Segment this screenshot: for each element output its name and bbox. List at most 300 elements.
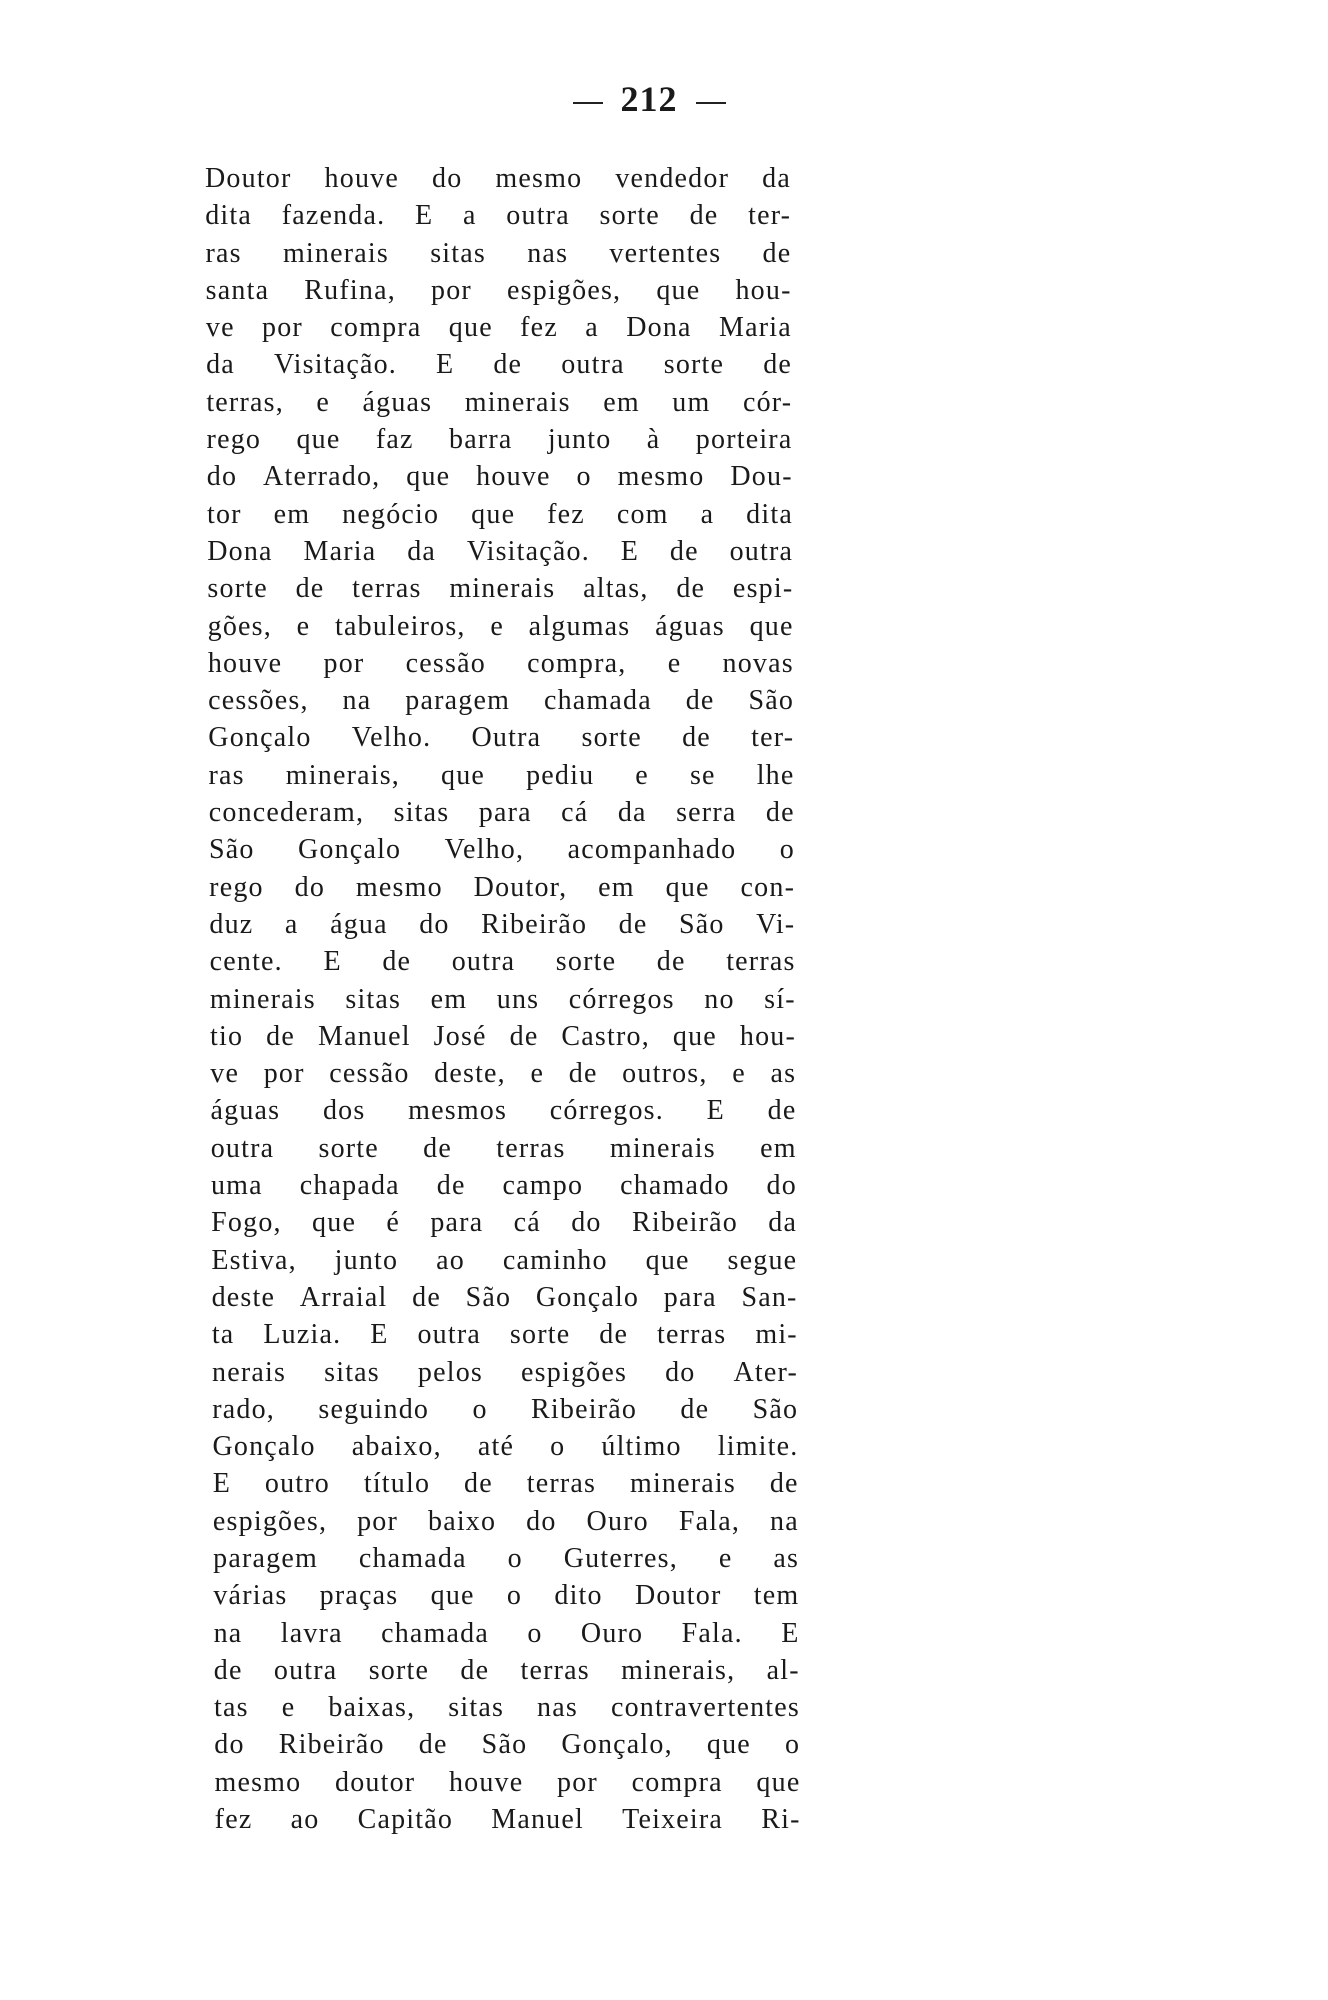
word: houve [324,163,399,194]
text-line [212,1428,798,1465]
word: Fogo, [211,1207,282,1239]
word: que [448,312,493,344]
word: do [206,461,238,493]
word: junto [334,1244,399,1276]
word: dita [746,498,793,530]
word: por [357,1505,399,1537]
word: de [412,1281,441,1313]
word: São [481,1729,528,1761]
word: de [685,685,715,717]
word: em [430,983,468,1015]
word: compra [330,312,422,344]
word: terras [526,1468,597,1500]
word: concederam, [208,797,365,829]
word: limite. [717,1431,799,1463]
word: chamado [620,1170,730,1202]
word: que [312,1207,357,1239]
word: Velho, [444,834,525,866]
text-line [215,1801,801,1838]
word: Rufina, [304,274,396,306]
word: acompanhado [567,834,737,866]
word: Manuel [491,1804,584,1836]
word: o [507,1542,523,1574]
word: fazenda. [281,200,386,232]
word: cessão [329,1058,410,1090]
text-line [211,1130,797,1167]
word: Dona [207,535,273,567]
word: que [296,424,341,456]
word: Ribeirão [631,1207,738,1239]
word: Ouro [586,1505,649,1537]
word: de [213,1654,243,1686]
word: houve [476,461,551,493]
word: tabuleiros, [335,610,466,642]
word: ta [211,1319,235,1351]
word: Arraial [299,1281,388,1313]
word: até [477,1431,515,1463]
word: que [441,759,486,791]
word: E [620,535,640,567]
word: de [669,535,699,567]
word: que [672,1020,717,1052]
word: al- [766,1654,800,1686]
word: de [689,200,719,232]
word: rego [206,424,262,456]
word: terras [726,946,796,978]
word: lavra [280,1617,343,1649]
word: do [766,1170,797,1202]
word: de [676,573,706,605]
dash-left [573,102,603,104]
word: de [769,1468,799,1500]
word: E [706,1095,725,1127]
word: minerais [209,983,316,1015]
word: mesmo [495,163,583,194]
word: faz [375,424,414,456]
word: de [762,237,792,269]
word: vertentes [609,237,722,269]
word: ao [290,1804,320,1836]
word: o [779,834,795,866]
word: E [212,1468,232,1500]
word: e [316,386,331,418]
word: na [213,1617,243,1649]
word: Gonçalo [212,1431,316,1463]
text-line [207,496,793,533]
word: mesmo [214,1766,302,1798]
word: água [330,908,388,940]
text-line [207,458,793,495]
word: chapada [299,1170,400,1202]
word: outro [264,1468,330,1500]
text-line [209,831,795,868]
text-line [209,757,795,794]
word: uns [496,983,540,1015]
word: minerais [449,573,556,605]
page-number: 212 [620,79,678,119]
word: minerais, [285,759,401,791]
word: sorte [599,200,660,232]
word: de [568,1058,598,1090]
word: sitas [430,237,486,269]
text-line [207,421,793,458]
word: E [781,1617,800,1649]
word: do [294,871,326,903]
word: baixas, [328,1692,416,1724]
text-line [209,794,795,831]
word: o [527,1617,543,1649]
word: por [262,312,303,344]
text-line [205,235,791,272]
word: Vi- [756,908,796,940]
text-line [205,160,791,197]
text-line [209,869,795,906]
word: outros, [622,1058,708,1090]
word: o [506,1580,523,1612]
word: águas [362,386,433,418]
word: Doutor, [473,871,568,903]
word: sitas [324,1356,380,1388]
word: do [526,1505,557,1537]
body-text [205,160,801,1838]
word: sorte [555,946,617,978]
word: E [436,349,455,381]
word: chamada [381,1617,489,1649]
text-line [212,1391,798,1428]
word: sorte [318,1132,379,1164]
text-line [208,645,794,682]
word: sorte [663,349,725,381]
word: à [646,424,661,456]
word: as [773,1542,800,1574]
word: campo [502,1170,584,1202]
word: outra [561,349,625,381]
word: serra [676,797,737,829]
word: águas [655,610,725,642]
word: para [478,797,532,829]
word: tio [210,1020,244,1052]
word: con- [740,871,796,903]
text-line [208,682,794,719]
word: E [370,1319,389,1351]
word: deste, [434,1058,506,1090]
word: a [700,498,715,530]
text-line [211,1204,797,1241]
word: em [760,1132,797,1164]
word: se [689,759,716,791]
word: para [663,1281,717,1313]
word: São [748,685,795,717]
word: de [295,573,325,605]
word: do [214,1729,245,1761]
word: a [585,312,599,344]
word: mi- [755,1319,798,1351]
word: o [784,1729,801,1761]
word: que [756,1766,801,1798]
word: por [323,647,365,679]
word: algumas [528,610,631,642]
word: de [382,946,412,978]
word: deste [211,1281,276,1313]
word: Ribeirão [278,1729,385,1761]
word: na [770,1505,799,1537]
word: terras, [206,386,284,418]
word: Luzia. [263,1319,342,1351]
word: que [706,1729,751,1761]
word: que [665,871,710,903]
text-line [214,1652,800,1689]
word: sitas [448,1692,505,1724]
word: para [430,1207,484,1239]
word: por [263,1058,305,1090]
word: córregos [568,983,675,1015]
word: sorte [509,1319,571,1351]
word: título [363,1468,431,1500]
word: espi- [732,573,794,605]
word: de [266,1020,296,1052]
word: junto [547,424,612,456]
text-line [210,1055,796,1092]
word: do [571,1207,602,1239]
word: córregos. [549,1095,664,1127]
word: São [208,834,255,866]
word: a [462,200,477,232]
word: cessões, [208,685,309,717]
word: São [752,1393,799,1425]
word: contravertentes [610,1692,800,1724]
text-line [206,346,792,383]
text-line [214,1689,800,1726]
word: que [656,274,701,306]
word: minerais, [621,1654,736,1686]
text-line [213,1465,799,1502]
word: e [296,610,311,642]
word: do [432,163,463,194]
word: José [433,1020,487,1052]
text-line [210,981,796,1018]
word: Visitação. [273,349,398,381]
word: dito [554,1580,603,1612]
word: dos [322,1095,366,1127]
word: E [415,200,434,232]
text-line [211,1167,797,1204]
word: Fala. [681,1617,743,1649]
word: doutor [334,1766,416,1798]
text-line [212,1316,798,1353]
word: o [576,461,592,493]
word: e [635,759,649,791]
word: Ribeirão [531,1393,638,1425]
word: o [472,1393,488,1425]
text-line [211,1092,797,1129]
text-line [212,1354,798,1391]
word: que [406,461,451,493]
word: é [386,1207,401,1239]
word: por [557,1766,598,1798]
word: outra [210,1132,275,1164]
word: outra [506,200,570,232]
text-line [210,1018,796,1055]
word: com [616,498,669,530]
word: várias [213,1580,288,1612]
word: da [762,163,791,194]
word: dita [205,200,253,232]
text-line [208,608,794,645]
word: Guterres, [563,1542,678,1574]
text-line [205,197,791,234]
word: cór- [742,386,793,418]
word: águas [210,1095,281,1127]
word: do [665,1356,696,1388]
word: de [436,1170,466,1202]
word: lhe [756,759,795,791]
word: paragem [405,685,511,717]
word: que [430,1580,475,1612]
word: Estiva, [211,1244,297,1276]
word: sí- [764,983,796,1015]
word: nas [537,1692,578,1724]
word: Maria [719,312,792,344]
word: terras [520,1654,590,1686]
text-line [214,1726,800,1763]
word: cá [561,797,589,829]
word: de [680,1393,710,1425]
word: cessão [405,647,486,679]
text-line [213,1503,799,1540]
word: rego [209,871,264,903]
word: espigões [521,1356,628,1388]
word: tas [214,1692,249,1724]
text-line [213,1540,799,1577]
word: o [550,1431,566,1463]
word: sitas [345,983,402,1015]
word: ve [205,312,235,344]
word: Visitação. [466,535,590,567]
word: hou- [735,274,792,306]
word: minerais [282,237,389,269]
word: ter- [748,200,792,232]
word: barra [448,424,513,456]
word: minerais [629,1468,736,1500]
word: houve [207,647,283,679]
word: de [765,797,795,829]
dash-right [696,102,726,104]
text-line [206,384,792,421]
word: nas [527,237,569,269]
word: mesmo [355,871,443,903]
word: chamada [358,1542,467,1574]
word: que [749,610,794,642]
word: compra [631,1766,723,1798]
word: de [464,1468,493,1500]
word: em [273,498,311,530]
word: e [530,1058,545,1090]
word: negócio [342,498,440,530]
text-line [212,1279,798,1316]
text-line [213,1577,799,1614]
text-line [210,943,796,980]
word: fez [214,1804,253,1836]
word: de [656,946,686,978]
word: por [430,274,472,306]
word: de [767,1095,797,1127]
word: ter- [751,722,795,754]
word: Doutor [634,1580,722,1612]
word: ao [436,1244,465,1276]
word: mesmo [617,461,705,493]
word: e [490,610,504,642]
word: a [284,908,299,940]
word: ve [210,1058,240,1090]
word: compra, [527,647,627,679]
word: outra [729,535,794,567]
word: São [678,908,725,940]
word: Ribeirão [481,908,588,940]
text-line [211,1242,797,1279]
word: espigões, [507,274,622,306]
word: Ater- [733,1356,799,1388]
word: Maria [303,535,377,567]
word: Fala, [678,1505,741,1537]
word: ras [205,237,242,269]
word: minerais [464,386,571,418]
word: da [617,797,647,829]
text-line [214,1764,800,1801]
word: chamada [543,685,652,717]
word: no [704,983,735,1015]
word: Velho. [351,722,432,754]
word: Aterrado, [263,461,381,493]
word: praças [319,1580,399,1612]
word: gões, [207,610,272,642]
word: sorte [368,1654,430,1686]
word: minerais [609,1132,716,1164]
word: Castro, [561,1020,650,1052]
word: nerais [212,1356,287,1388]
word: santa [205,274,270,306]
word: de [423,1132,452,1164]
word: caminho [502,1244,608,1276]
word: outra [451,946,516,978]
word: mesmos [408,1095,508,1127]
word: que [471,498,516,530]
word: espigões, [212,1505,328,1537]
word: sorte [581,722,642,754]
word: de [599,1319,629,1351]
word: último [601,1431,682,1463]
word: da [206,349,235,381]
word: de [682,722,711,754]
word: Ouro [580,1617,644,1649]
word: fez [520,312,558,344]
word: terras [657,1319,727,1351]
word: de [418,1729,448,1761]
word: São [465,1281,512,1313]
word: Gonçalo [535,1281,640,1313]
word: um [672,386,711,418]
word: da [407,535,437,567]
word: em [603,386,640,418]
word: Manuel [317,1020,411,1052]
word: as [770,1058,797,1090]
word: houve [448,1766,524,1798]
word: outra [417,1319,481,1351]
word: fez [547,498,585,530]
word: e [718,1542,733,1574]
word: outra [273,1654,338,1686]
page-number-header [0,78,1298,120]
word: hou- [739,1020,796,1052]
